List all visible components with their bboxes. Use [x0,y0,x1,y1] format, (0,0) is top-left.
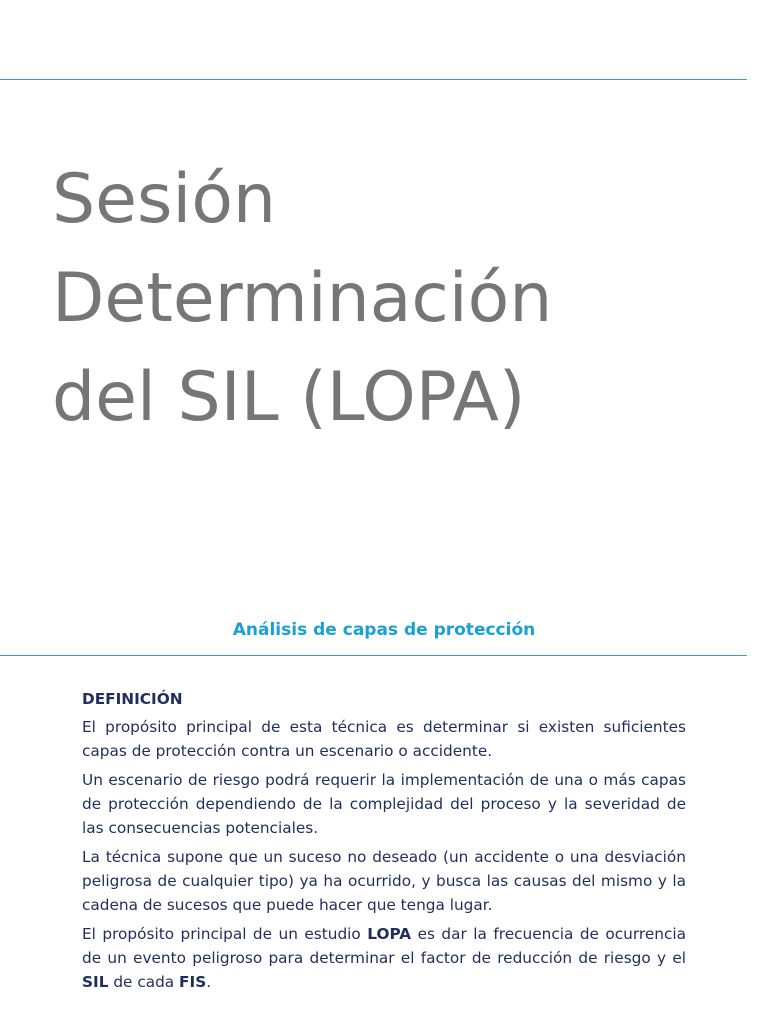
section-heading: DEFINICIÓN [82,690,183,708]
paragraph-4-text-4: . [206,973,212,991]
paragraph-2: Un escenario de riesgo podrá requerir la implementación de una o más capas de protección dependiendo de la complejidad del proceso y la severidad de las consecuencias potenciales. [82,771,686,837]
paragraph-1: El propósito principal de esta técnica es determinar si existen suficientes capas de protección contra un escenario o accidente. [82,718,686,760]
sil-term: SIL [82,973,109,991]
page-title [52,150,732,447]
title-line-2: Determinación [52,259,553,338]
paragraph-4-text-1: El propósito principal de un estudio [82,925,368,943]
definition-section [82,687,686,999]
fis-term: FIS [179,973,207,991]
title-line-3: del SIL (LOPA) [52,358,526,437]
title-line-1: Sesión [52,160,277,239]
subtitle: Análisis de capas de protección [232,620,536,640]
lopa-term: LOPA [367,925,412,943]
paragraph-4-text-2: es dar la frecuencia de ocurrencia de un evento peligroso para determinar el factor de reducción de riesgo y el [82,925,686,967]
paragraph-4-text-3: de cada [108,973,180,991]
paragraph-3: La técnica supone que un suceso no deseado (un accidente o una desviación peligrosa de cualquier tipo) ya ha ocurrido, y busca las causas del mismo y la cadena de sucesos que puede hacer que tenga lugar. [82,848,686,914]
section-divider [0,655,747,656]
top-divider [0,79,747,80]
paragraph-4 [82,922,686,994]
